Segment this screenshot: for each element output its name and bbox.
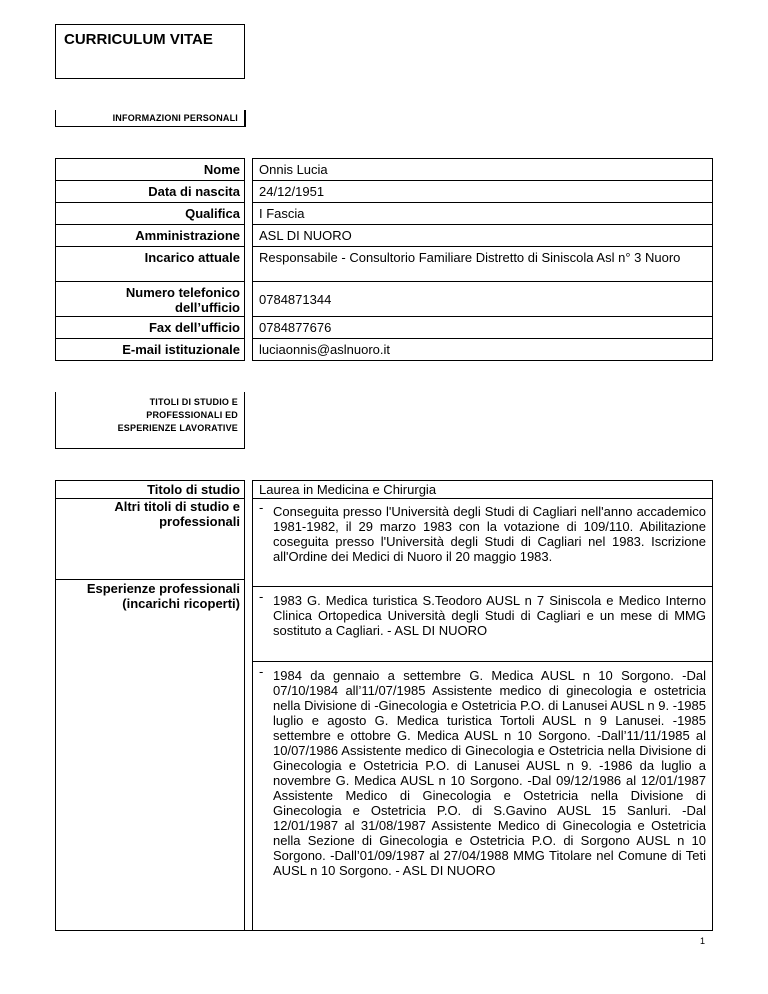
page-number: 1 <box>700 936 706 946</box>
divider <box>55 110 56 127</box>
label-data-nascita: Data di nascita <box>55 180 245 202</box>
value-altri-titoli <box>259 500 706 564</box>
divider <box>245 110 246 127</box>
value-email[interactable]: luciaonnis@aslnuoro.it <box>252 338 713 361</box>
bullet-dash: - <box>259 589 264 604</box>
value-qualifica: I Fascia <box>252 202 713 224</box>
label-esperienze <box>56 581 244 611</box>
label-altri-titoli-line1: Altri titoli di studio e <box>114 499 240 514</box>
bullet-dash: - <box>259 500 264 515</box>
label-incarico: Incarico attuale <box>55 246 245 281</box>
value-data-nascita: 24/12/1951 <box>252 180 713 202</box>
value-esperienza-1-text: 1983 G. Medica turistica S.Teodoro AUSL n 7 Siniscola e Medico Interno Clinica Ortopedica Università degli Studi di Cagliari e un mese di MMG sostituto a Cagliari. - ASL DI NUORO <box>273 593 706 638</box>
bullet-dash: - <box>259 664 264 679</box>
value-esperienza-2-text: 1984 da gennaio a settembre G. Medica AUSL n 10 Sorgono. -Dal 07/10/1984 all’11/07/1985 Assistente medico di ginecologia e ostetricia nella Divisione di -Ginecologia e Ostetricia P.O. di Lanusei AUSL n 9. -1985 luglio e agosto G. Medica turistica Tortoli AUSL n 9 Lanusei. -1985 settembre e ottobre G. Medica AUSL n 10 Sorgono. -Dall’11/11/1985 al 10/07/1986 Assistente medico di Ginecologia e Ostetricia nella Divisione di Ginecologia e Ostetricia P.O. di Lanusei AUSL n 9. -1986 da luglio a novembre G. Medica AUSL n 10 Sorgono. -Dal 09/12/1986 al 12/01/1987 Assistente Medico di Ginecologia e Ostetricia nella Divisione di Ginecologia e Ostetricia P.O. di S.Gavino AUSL 15 Sanluri. -Dal 12/01/1987 al 31/08/1987 Assistente Medico di Ginecologia e Ostetricia nella Sezione di Ginecologia e Ostetricia P.O. di Sorgono AUSL n 10 Sorgono. -Dall’01/09/1987 al 27/04/1988 MMG Titolare nel Comune di Teti AUSL n 10 Sorgono. - ASL DI NUORO <box>273 668 706 878</box>
divider <box>253 661 712 662</box>
section-header-studies <box>55 392 245 449</box>
value-nome: Onnis Lucia <box>252 158 713 180</box>
studies-value-column <box>252 480 713 930</box>
value-telefono: 0784871344 <box>252 281 713 316</box>
value-incarico: Responsabile - Consultorio Familiare Distretto di Siniscola Asl n° 3 Nuoro <box>252 246 713 281</box>
section-header-personal <box>55 110 245 127</box>
value-titolo-studio: Laurea in Medicina e Chirurgia <box>253 481 712 499</box>
label-telefono-line2: dell’ufficio <box>175 300 240 315</box>
label-email: E-mail istituzionale <box>55 338 245 361</box>
label-esperienze-line1: Esperienze professionali <box>86 581 240 596</box>
cv-title: CURRICULUM VITAE <box>55 24 245 79</box>
footer-divider <box>55 930 713 931</box>
label-amministrazione: Amministrazione <box>55 224 245 246</box>
label-titolo-studio: Titolo di studio <box>56 481 244 499</box>
section-header-studies-line1: TITOLI DI STUDIO E <box>149 397 238 407</box>
studies-label-column <box>55 480 245 930</box>
label-qualifica: Qualifica <box>55 202 245 224</box>
value-amministrazione: ASL DI NUORO <box>252 224 713 246</box>
label-esperienze-line2: (incarichi ricoperti) <box>122 596 240 611</box>
value-esperienza-1 <box>259 589 706 638</box>
section-header-studies-line3: ESPERIENZE LAVORATIVE <box>117 423 238 433</box>
label-telefono-line1: Numero telefonico <box>125 285 240 300</box>
label-altri-titoli-line2: professionali <box>159 514 240 529</box>
value-fax: 0784877676 <box>252 316 713 338</box>
label-fax: Fax dell’ufficio <box>55 316 245 338</box>
label-nome: Nome <box>55 158 245 180</box>
section-header-studies-line2: PROFESSIONALI ED <box>146 410 238 420</box>
label-telefono <box>55 281 245 316</box>
divider <box>253 586 712 587</box>
label-altri-titoli <box>56 499 244 529</box>
divider <box>56 579 244 580</box>
section-header-personal-text: INFORMAZIONI PERSONALI <box>112 113 238 123</box>
value-altri-titoli-text: Conseguita presso l'Università degli Studi di Cagliari nell'anno accademico 1981-1982, il 29 marzo 1983 con la votazione di 109/110. Abilitazione coseguita presso l'Università degli Studi di Cagliari nel 1983. Iscrizione all'Ordine dei Medici di Nuoro il 20 maggio 1983. <box>273 504 706 564</box>
value-esperienza-2 <box>259 664 706 878</box>
